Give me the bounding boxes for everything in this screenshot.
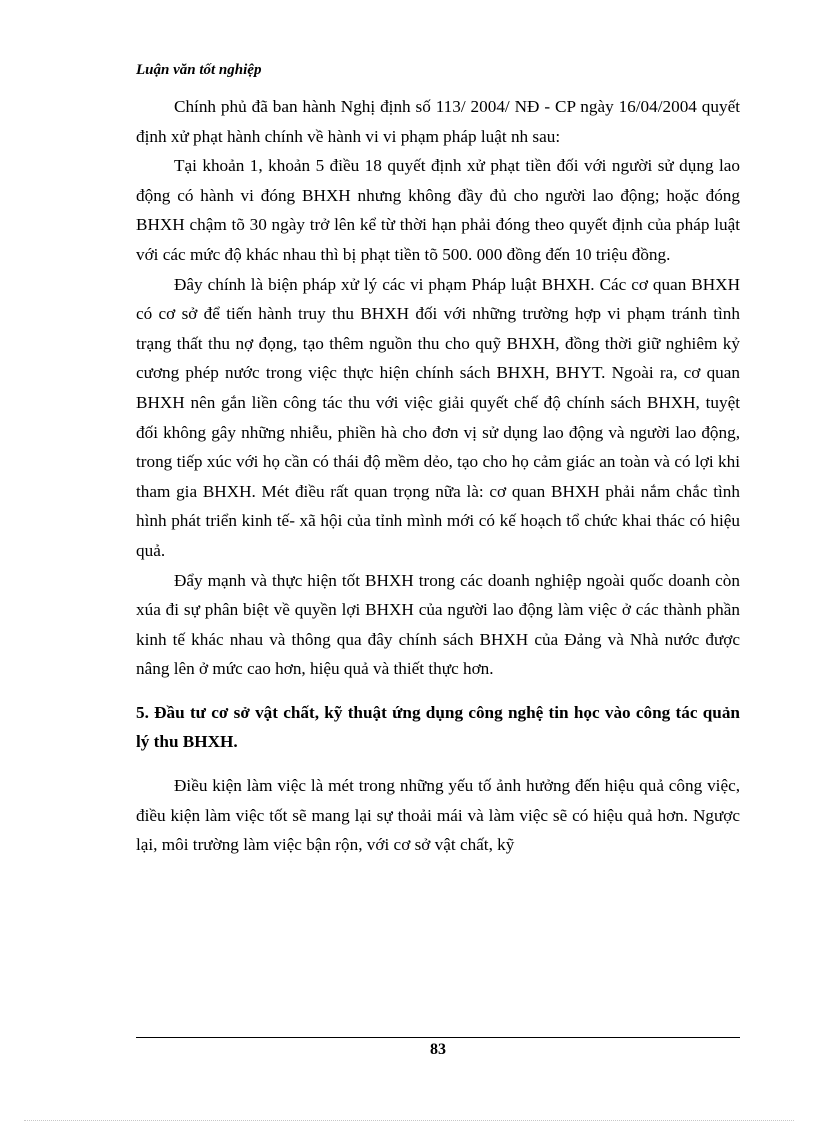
section-heading: 5. Đầu tư cơ sở vật chất, kỹ thuật ứng dụng công nghệ tin học vào công tác quản lý thu BHXH. [136,702,740,752]
spacer [136,684,740,698]
page-edge-divider [24,1120,794,1121]
running-header: Luận văn tốt nghiệp [136,62,262,78]
paragraph: Đây chính là biện pháp xử lý các vi phạm Pháp luật BHXH. Các cơ quan BHXH có cơ sở để tiến hành truy thu BHXH đối với những trường hợp vi phạm tránh tình trạng thất thu nợ đọng, tạo thêm nguồn thu cho quỹ BHXH, đồng thời giữ nghiêm kỷ cương phép nước trong việc thực hiện chính sách BHXH, BHYT. Ngoài ra, cơ quan BHXH nên gắn liền công tác thu với việc giải quyết chế độ chính sách BHXH, tuyệt đối không gây những nhiễu, phiền hà cho đơn vị sử dụng lao động và người lao động, trong tiếp xúc với họ cần có thái độ mềm dẻo, tạo cho họ cảm giác an toàn và có lợi khi tham gia BHXH. Mét điều rất quan trọng nữa là: cơ quan BHXH phải nắm chắc tình hình phát triển kinh tế- xã hội của tỉnh mình mới có kế hoạch tổ chức khai thác có hiệu quả. [136,274,740,560]
paragraph: Đẩy mạnh và thực hiện tốt BHXH trong các doanh nghiệp ngoài quốc doanh còn xúa đi sự phân biệt về quyền lợi BHXH của người lao động làm việc ở các thành phần kinh tế khác nhau và thông qua đây chính sách BHXH của Đảng và Nhà nước được nâng lên ở mức cao hơn, hiệu quả và thiết thực hơn. [136,570,740,679]
paragraph: Điều kiện làm việc là mét trong những yếu tố ảnh hưởng đến hiệu quả công việc, điều kiện làm việc tốt sẽ mang lại sự thoải mái và làm việc sẽ có hiệu quả hơn. Ngược lại, môi trường làm việc bận rộn, với cơ sở vật chất, kỹ [136,776,740,855]
paragraph: Tại khoản 1, khoản 5 điều 18 quyết định xử phạt tiền đối với người sử dụng lao động có hành vi đóng BHXH nhưng không đầy đủ cho người lao động; hoặc đóng BHXH chậm tõ 30 ngày trở lên kể từ thời hạn phải đóng theo quyết định của pháp luật với các mức độ khác nhau thì bị phạt tiền tõ 500. 000 đồng đến 10 triệu đồng. [136,156,740,264]
spacer [136,757,740,771]
footer-divider [136,1037,740,1038]
body-text [136,92,740,860]
paragraph: Chính phủ đã ban hành Nghị định số 113/ 2004/ NĐ - CP ngày 16/04/2004 quyết định xử phạt hành chính về hành vi vi phạm pháp luật nh sau: [136,97,740,146]
page-number: 83 [430,1041,446,1058]
